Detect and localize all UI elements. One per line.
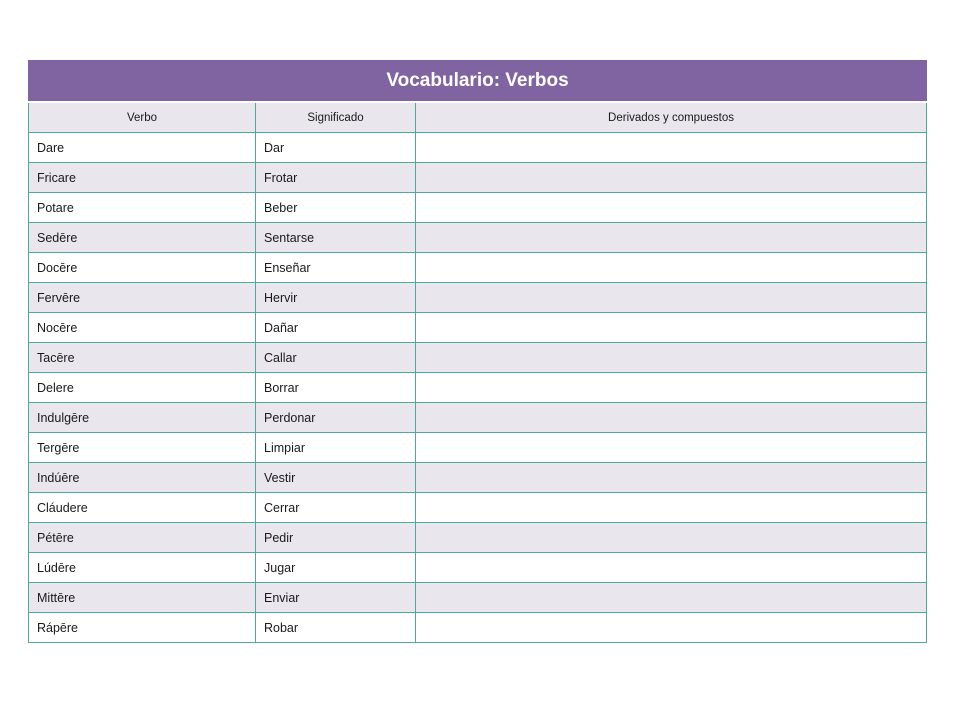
- cell-derivados[interactable]: [416, 193, 927, 223]
- cell-derivados[interactable]: [416, 283, 927, 313]
- column-header-derivados: Derivados y compuestos: [416, 102, 927, 133]
- cell-verbo: Indúēre: [29, 463, 256, 493]
- cell-significado: Hervir: [256, 283, 416, 313]
- table-row: [29, 373, 927, 403]
- table-row: [29, 463, 927, 493]
- table-row: [29, 253, 927, 283]
- cell-verbo: Nocēre: [29, 313, 256, 343]
- cell-verbo: Docēre: [29, 253, 256, 283]
- cell-derivados[interactable]: [416, 433, 927, 463]
- cell-significado: Dar: [256, 133, 416, 163]
- cell-derivados[interactable]: [416, 493, 927, 523]
- table-title-row: [29, 61, 927, 103]
- cell-derivados[interactable]: [416, 343, 927, 373]
- cell-significado: Robar: [256, 613, 416, 643]
- table-row: [29, 553, 927, 583]
- cell-significado: Vestir: [256, 463, 416, 493]
- table-row: [29, 283, 927, 313]
- cell-verbo: Cláudere: [29, 493, 256, 523]
- cell-verbo: Rápēre: [29, 613, 256, 643]
- cell-significado: Jugar: [256, 553, 416, 583]
- cell-significado: Limpiar: [256, 433, 416, 463]
- column-header-significado: Significado: [256, 102, 416, 133]
- cell-verbo: Tergēre: [29, 433, 256, 463]
- cell-derivados[interactable]: [416, 523, 927, 553]
- cell-significado: Dañar: [256, 313, 416, 343]
- cell-derivados[interactable]: [416, 133, 927, 163]
- table-row: [29, 313, 927, 343]
- cell-derivados[interactable]: [416, 403, 927, 433]
- table-row: [29, 493, 927, 523]
- cell-significado: Callar: [256, 343, 416, 373]
- table-row: [29, 403, 927, 433]
- cell-verbo: Delere: [29, 373, 256, 403]
- table-row: [29, 433, 927, 463]
- cell-significado: Beber: [256, 193, 416, 223]
- cell-verbo: Sedēre: [29, 223, 256, 253]
- cell-verbo: Lúdēre: [29, 553, 256, 583]
- cell-verbo: Potare: [29, 193, 256, 223]
- column-header-row: [29, 102, 927, 133]
- vocabulary-table: [28, 60, 927, 643]
- cell-derivados[interactable]: [416, 583, 927, 613]
- table-title: Vocabulario: Verbos: [29, 61, 927, 103]
- cell-derivados[interactable]: [416, 253, 927, 283]
- table-row: [29, 613, 927, 643]
- table-row: [29, 523, 927, 553]
- table-body: [29, 133, 927, 643]
- cell-significado: Cerrar: [256, 493, 416, 523]
- cell-verbo: Pétēre: [29, 523, 256, 553]
- cell-significado: Enseñar: [256, 253, 416, 283]
- cell-verbo: Indulgēre: [29, 403, 256, 433]
- table-row: [29, 343, 927, 373]
- table-row: [29, 163, 927, 193]
- cell-significado: Pedir: [256, 523, 416, 553]
- cell-derivados[interactable]: [416, 223, 927, 253]
- cell-significado: Perdonar: [256, 403, 416, 433]
- cell-derivados[interactable]: [416, 613, 927, 643]
- table-row: [29, 193, 927, 223]
- column-header-verbo: Verbo: [29, 102, 256, 133]
- cell-derivados[interactable]: [416, 373, 927, 403]
- table-row: [29, 583, 927, 613]
- cell-significado: Frotar: [256, 163, 416, 193]
- cell-significado: Sentarse: [256, 223, 416, 253]
- cell-significado: Enviar: [256, 583, 416, 613]
- cell-derivados[interactable]: [416, 463, 927, 493]
- cell-verbo: Fervēre: [29, 283, 256, 313]
- table-row: [29, 223, 927, 253]
- cell-derivados[interactable]: [416, 313, 927, 343]
- cell-verbo: Fricare: [29, 163, 256, 193]
- cell-verbo: Mittēre: [29, 583, 256, 613]
- cell-derivados[interactable]: [416, 553, 927, 583]
- table-row: [29, 133, 927, 163]
- cell-verbo: Dare: [29, 133, 256, 163]
- cell-significado: Borrar: [256, 373, 416, 403]
- cell-verbo: Tacēre: [29, 343, 256, 373]
- cell-derivados[interactable]: [416, 163, 927, 193]
